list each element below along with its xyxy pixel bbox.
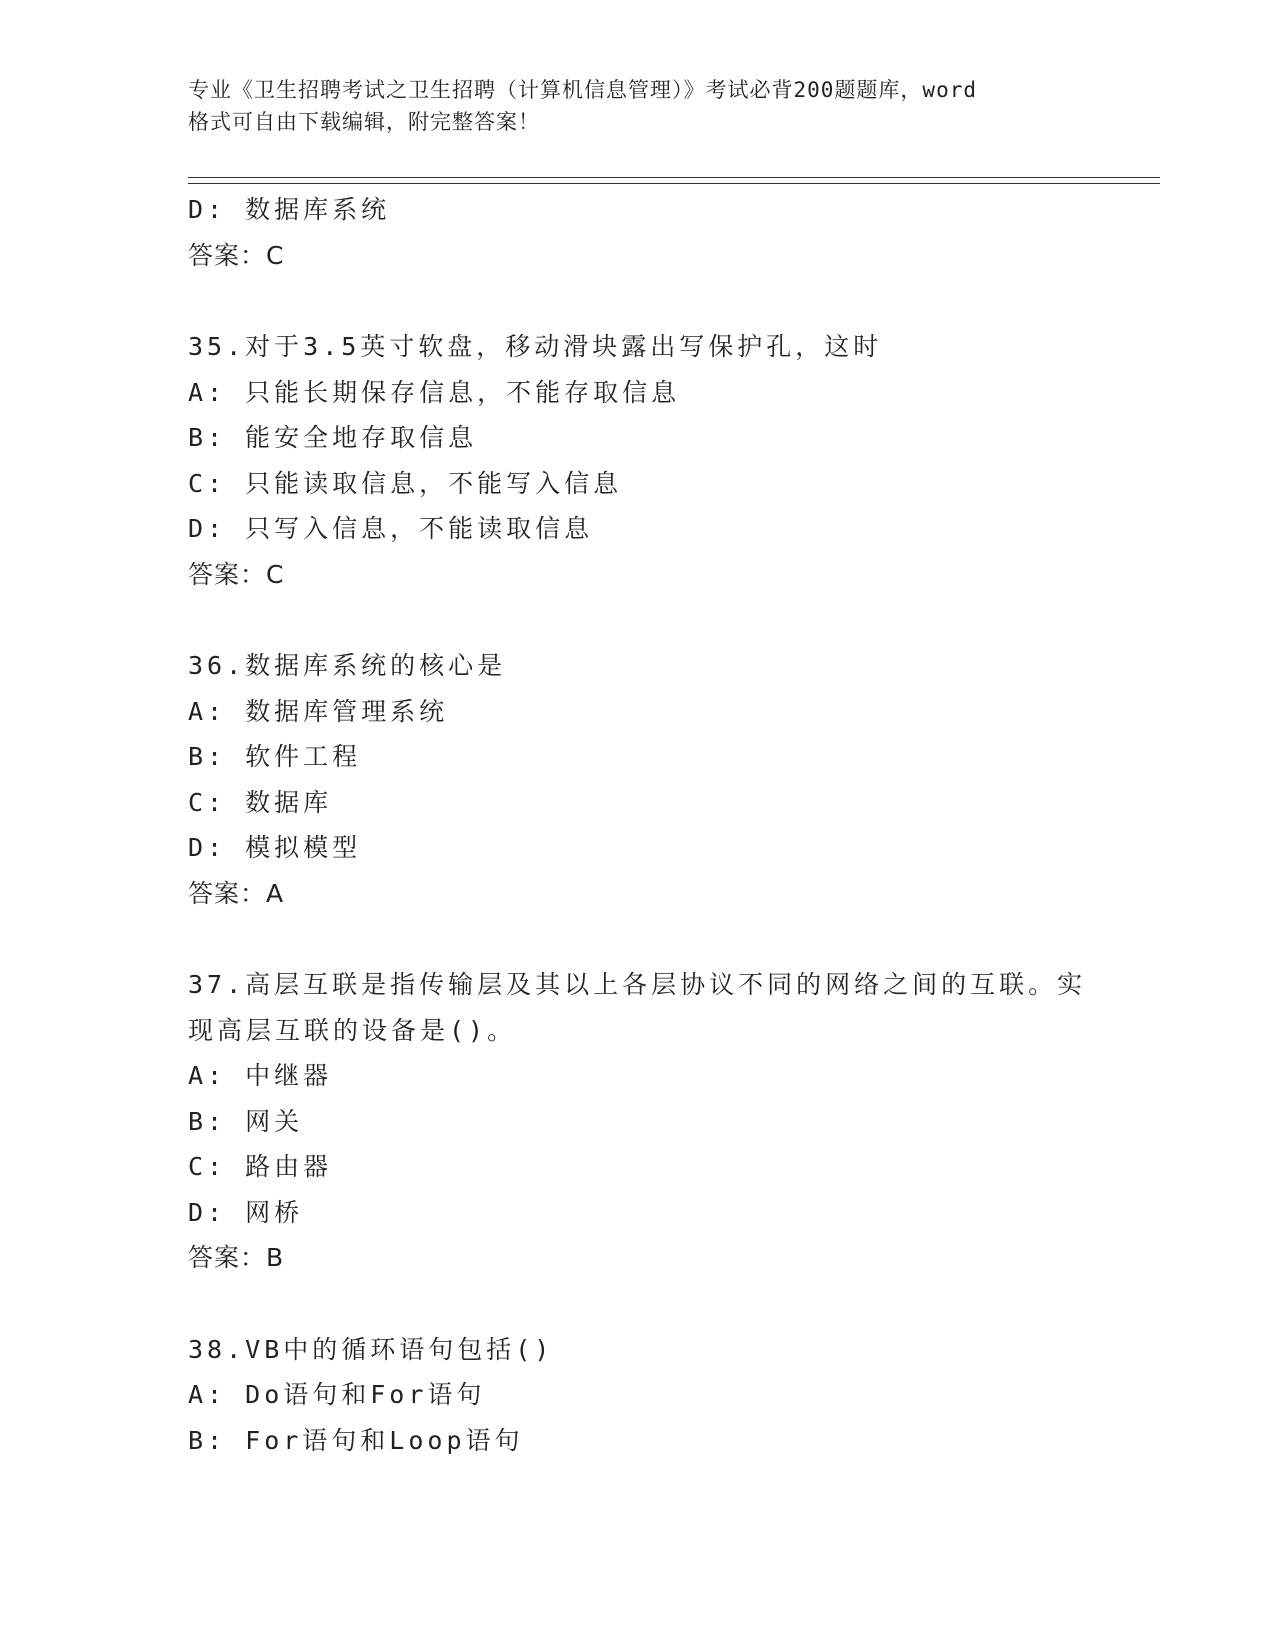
question-35 xyxy=(188,324,1088,597)
answer: 答案：C xyxy=(188,559,285,589)
header-line-2: 格式可自由下载编辑，附完整答案！ xyxy=(188,110,540,134)
spacer xyxy=(188,1281,1088,1327)
option-d: D: 只写入信息，不能读取信息 xyxy=(188,514,594,543)
option-c: C: 只能读取信息，不能写入信息 xyxy=(188,468,623,498)
option-b: B: 能安全地存取信息 xyxy=(188,423,478,452)
question-stem-line-2: 现高层互联的设备是()。 xyxy=(188,1015,517,1045)
question-stem: 35.对于3.5英寸软盘，移动滑块露出写保护孔，这时 xyxy=(188,332,883,361)
option-a: A: 中继器 xyxy=(188,1061,333,1090)
question-stem: 36.数据库系统的核心是 xyxy=(188,651,507,680)
option-b: B: 软件工程 xyxy=(188,742,362,771)
answer: 答案：B xyxy=(188,1243,285,1272)
option-a: A: 只能长期保存信息，不能存取信息 xyxy=(188,377,681,407)
question-list xyxy=(188,187,1088,1463)
prev-option-d: D: 数据库系统 xyxy=(188,195,391,224)
spacer xyxy=(188,916,1088,962)
answer: 答案：A xyxy=(188,878,285,908)
option-b: B: For语句和Loop语句 xyxy=(188,1425,524,1455)
option-d: D: 模拟模型 xyxy=(188,833,362,862)
option-a: A: 数据库管理系统 xyxy=(188,696,449,726)
spacer xyxy=(188,597,1088,643)
header-divider-bottom xyxy=(188,183,1160,184)
header-divider-top xyxy=(188,177,1160,178)
question-38 xyxy=(188,1327,1088,1464)
option-c: C: 路由器 xyxy=(188,1152,333,1181)
option-c: C: 数据库 xyxy=(188,787,333,817)
spacer xyxy=(188,278,1088,324)
prev-answer: 答案：C xyxy=(188,240,285,270)
question-stem-line-1: 37.高层互联是指传输层及其以上各层协议不同的网络之间的互联。实 xyxy=(188,970,1087,999)
question-36 xyxy=(188,643,1088,916)
question-stem: 38.VB中的循环语句包括() xyxy=(188,1334,554,1364)
document-header xyxy=(188,74,1088,138)
option-a: A: Do语句和For语句 xyxy=(188,1380,486,1409)
option-d: D: 网桥 xyxy=(188,1197,304,1227)
question-37 xyxy=(188,962,1088,1281)
header-line-1: 专业《卫生招聘考试之卫生招聘（计算机信息管理）》考试必背200题题库，word xyxy=(188,78,977,102)
option-b: B: 网关 xyxy=(188,1106,304,1136)
